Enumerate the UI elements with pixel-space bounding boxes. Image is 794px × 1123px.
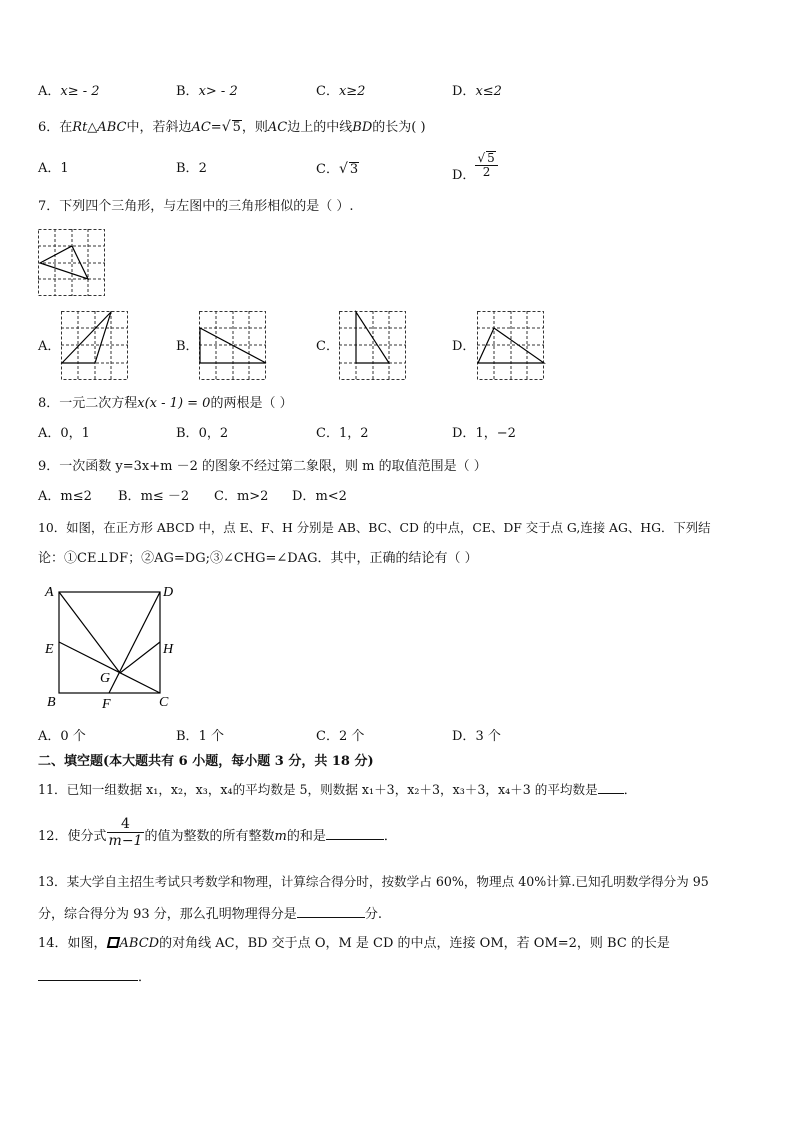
q14-answer-line: ．	[38, 968, 151, 986]
q9-option-a: A．m≤2	[38, 489, 92, 504]
q8-stem: 8．一元二次方程x(x - 1) = 0的两根是（ ）	[38, 396, 293, 411]
q7-option-a-label: A．	[38, 339, 61, 354]
q5-option-a: A．x≥ - 2	[38, 84, 100, 99]
section-2-heading: 二、填空题(本大题共有 6 小题，每小题 3 分，共 18 分)	[38, 754, 374, 769]
q7-option-b-label: B．	[176, 339, 199, 354]
q7-option-a-figure	[61, 311, 129, 381]
q6-option-b: B．2	[176, 161, 207, 176]
q12-answer-blank[interactable]	[326, 827, 384, 840]
segment-ag	[59, 592, 120, 673]
q10-option-a: A．0 个	[38, 729, 86, 744]
q7-stem: 7．下列四个三角形，与左图中的三角形相似的是（ ）.	[38, 199, 354, 214]
q14-text: 14．如图， ABCD的对角线 AC，BD 交于点 O，M 是 CD 的中点，连接 OM，若 OM=2，则 BC 的长是	[38, 936, 670, 951]
q13-line-2: 分，综合得分为 93 分，那么孔明物理得分是 分.	[38, 907, 382, 922]
segment-df	[109, 592, 160, 693]
q14-answer-blank[interactable]	[38, 968, 138, 981]
q11-answer-blank[interactable]	[598, 781, 624, 794]
q9-stem: 9．一次函数 y=3x+m －2 的图象不经过第二象限，则 m 的取值范围是（ ）	[38, 459, 487, 474]
q6-option-d: D． $\frac{√ 5}{2}$	[452, 151, 498, 179]
q7-reference-figure	[38, 229, 106, 297]
q8-option-b: B．0，2	[176, 426, 229, 441]
q6-stem: 6．在Rt△ABC中，若斜边AC=√ 5，则AC边上的中线BD的长为( )	[38, 119, 426, 135]
label-g: G	[100, 671, 111, 686]
label-b: B	[47, 695, 56, 710]
label-c: C	[159, 695, 169, 710]
q12-text: 12．使分式 $\frac{4}{m-1}$ 的值为整数的所有整数m的和是 ．	[38, 816, 397, 849]
q11-text: 11．已知一组数据 x₁，x₂，x₃，x₄的平均数是 5，则数据 x₁＋3，x₂＋3，x₃＋3，x₄＋3 的平均数是 ．	[38, 782, 637, 797]
parallelogram-icon	[107, 937, 120, 948]
q10-option-b: B．1 个	[176, 729, 224, 744]
q7-option-d-figure	[477, 311, 545, 381]
label-f: F	[102, 697, 111, 712]
q10-line-1: 10．如图，在正方形 ABCD 中，点 E、F、H 分别是 AB、BC、CD 的中点，CE、DF 交于点 G,连接 AG、HG．下列结	[38, 520, 711, 535]
q13-answer-blank[interactable]	[297, 905, 365, 918]
q5-option-c: C．x≥2	[316, 84, 366, 99]
q5-option-d: D．x≤2	[452, 84, 502, 99]
q9-option-b: B．m≤ －2	[118, 489, 190, 504]
q9-option-c: C．m>2	[214, 489, 269, 504]
q5-option-b: B．x> - 2	[176, 84, 238, 99]
label-h: H	[163, 642, 174, 657]
q7-option-c-figure	[339, 311, 407, 381]
q7-option-c-label: C．	[316, 339, 339, 354]
label-e: E	[45, 642, 54, 657]
q10-option-d: D．3 个	[452, 729, 501, 744]
q6-option-c: C．√ 3	[316, 161, 359, 177]
segment-hg	[120, 642, 160, 673]
q6-option-a: A．1	[38, 161, 69, 176]
q13-line-1: 13．某大学自主招生考试只考数学和物理，计算综合得分时，按数学占 60%，物理点 40%计算.已知孔明数学得分为 95	[38, 874, 709, 889]
q10-line-2: 论：①CE⊥DF；②AG=DG;③∠CHG=∠DAG．其中，正确的结论有（ ）	[38, 551, 478, 566]
label-a: A	[45, 585, 54, 600]
q10-option-c: C．2 个	[316, 729, 365, 744]
label-d: D	[163, 585, 174, 600]
q10-square-figure	[38, 580, 188, 715]
q7-option-d-label: D．	[452, 339, 476, 354]
q8-option-c: C．1，2	[316, 426, 369, 441]
q8-option-a: A．0，1	[38, 426, 90, 441]
q7-option-b-figure	[199, 311, 267, 381]
q8-option-d: D．1，−2	[452, 426, 516, 441]
q9-option-d: D．m<2	[292, 489, 347, 504]
